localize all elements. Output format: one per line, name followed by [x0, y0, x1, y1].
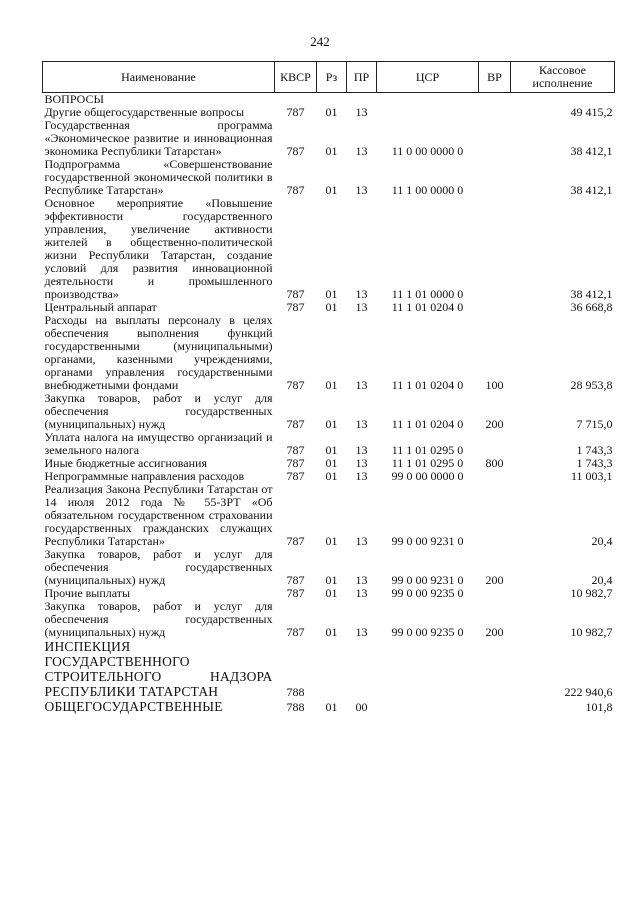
cell-amount: 38 412,1: [570, 144, 613, 158]
cell-name: Реализация Закона Республики Татарстан от 14 июля 2012 года № 55-ЗРТ «Об обязательном государственном страховании государственных гражданских служащих Республики Татарстан»: [44, 482, 273, 548]
cell-name: Уплата налога на имущество организаций и земельного налога: [44, 430, 273, 457]
cell-pr: 13: [355, 586, 368, 600]
cell-pr: 13: [355, 300, 368, 314]
cell-csr: 11 1 01 0000 0: [391, 287, 464, 301]
cell-kvsr: 787: [286, 625, 305, 639]
cell-rz: 01: [325, 378, 338, 392]
cell-pr: 13: [355, 573, 368, 587]
cell-kvsr: 787: [286, 573, 305, 587]
header-vr: ВР: [479, 62, 511, 93]
cell-vr: [479, 483, 511, 548]
cell-vr: 200: [485, 417, 504, 431]
cell-csr: [377, 93, 479, 107]
cell-rz: 01: [325, 443, 338, 457]
cell-amount: 1 743,3: [576, 443, 613, 457]
cell-name: Прочие выплаты: [44, 586, 131, 600]
cell-name: Расходы на выплаты персоналу в целях обеспечения выполнения функций государственными (муниципальными) органами, казенными учреждениями, органами управления государственными внебюджетными фондами: [44, 313, 273, 392]
cell-csr: 11 1 01 0204 0: [391, 378, 464, 392]
cell-vr: 800: [485, 456, 504, 470]
cell-csr: [377, 106, 479, 119]
cell-vr: [479, 587, 511, 600]
cell-name: Подпрограмма «Совершенствование государственной экономической политики в Республике Татарстан»: [44, 157, 273, 197]
cell-amount: 38 412,1: [570, 183, 613, 197]
cell-name: Другие общегосударственные вопросы: [44, 105, 245, 119]
cell-amount: 222 940,6: [564, 685, 613, 699]
cell-pr: 13: [355, 105, 368, 119]
cell-amount: 28 953,8: [570, 378, 613, 392]
cell-kvsr: 787: [286, 443, 305, 457]
cell-rz: [317, 93, 347, 107]
cell-kvsr: 787: [286, 417, 305, 431]
cell-csr: 11 0 00 0000 0: [391, 144, 464, 158]
cell-name: Основное мероприятие «Повышение эффективности государственного управления, увеличение активности жителей в общественно-политической жизни Республики Татарстан, создание условий для развития инновационной деятельности и промышленного производства»: [44, 196, 273, 301]
table-body: [43, 93, 615, 715]
cell-amount: 11 003,1: [570, 469, 613, 483]
cell-name: ВОПРОСЫ: [44, 92, 104, 106]
cell-csr: 99 0 00 9235 0: [391, 586, 464, 600]
table-row: [43, 119, 615, 158]
cell-vr: 200: [485, 573, 504, 587]
cell-name: Закупка товаров, работ и услуг для обеспечения государственных (муниципальных) нужд: [44, 547, 273, 587]
cell-csr: 99 0 00 9235 0: [391, 625, 464, 639]
cell-vr: 100: [485, 378, 504, 392]
cell-kvsr: 787: [286, 586, 305, 600]
cell-rz: 01: [325, 183, 338, 197]
cell-vr: [479, 158, 511, 197]
cell-csr: 11 1 01 0204 0: [391, 417, 464, 431]
cell-kvsr: 788: [286, 700, 305, 714]
table-row: [43, 431, 615, 457]
cell-kvsr: 787: [286, 287, 305, 301]
cell-kvsr: 787: [286, 378, 305, 392]
cell-pr: 13: [355, 443, 368, 457]
cell-name: ОБЩЕГОСУДАРСТВЕННЫЕ: [44, 699, 223, 714]
cell-amount: 38 412,1: [570, 287, 613, 301]
table-row: [43, 314, 615, 392]
header-rz: Рз: [317, 62, 347, 93]
cell-vr: [479, 431, 511, 457]
cell-vr: [479, 470, 511, 483]
cell-pr: 13: [355, 287, 368, 301]
cell-pr: 13: [355, 183, 368, 197]
table-row: [43, 699, 615, 714]
cell-pr: 13: [355, 469, 368, 483]
cell-vr: [479, 93, 511, 107]
cell-rz: 01: [325, 417, 338, 431]
cell-kvsr: 787: [286, 469, 305, 483]
cell-rz: 01: [325, 144, 338, 158]
header-amount: Кассовое исполнение: [511, 62, 615, 93]
cell-pr: [347, 639, 377, 699]
cell-csr: 99 0 00 9231 0: [391, 573, 464, 587]
cell-amount: 10 982,7: [570, 625, 613, 639]
cell-amount: 101,8: [585, 700, 613, 714]
cell-pr: [347, 93, 377, 107]
table-header-row: [43, 62, 615, 93]
cell-rz: 01: [325, 105, 338, 119]
table-row: [43, 639, 615, 699]
cell-amount: 10 982,7: [570, 586, 613, 600]
cell-amount: [511, 93, 615, 107]
cell-rz: 01: [325, 700, 338, 714]
cell-amount: 20,4: [591, 573, 613, 587]
cell-name: Непрограммные направления расходов: [44, 469, 245, 483]
cell-rz: 01: [325, 586, 338, 600]
cell-rz: 01: [325, 456, 338, 470]
cell-csr: 99 0 00 9231 0: [391, 534, 464, 548]
cell-kvsr: 787: [286, 105, 305, 119]
cell-amount: 36 668,8: [570, 300, 613, 314]
table-row: [43, 93, 615, 107]
cell-pr: 13: [355, 625, 368, 639]
cell-rz: [317, 639, 347, 699]
cell-amount: 7 715,0: [576, 417, 613, 431]
cell-csr: 11 1 01 0295 0: [391, 443, 464, 457]
cell-rz: 01: [325, 625, 338, 639]
table-row: [43, 197, 615, 301]
cell-csr: 11 1 01 0295 0: [391, 456, 464, 470]
cell-csr: 99 0 00 0000 0: [391, 469, 464, 483]
cell-vr: 200: [485, 625, 504, 639]
cell-csr: 11 1 01 0204 0: [391, 300, 464, 314]
header-pr: ПР: [347, 62, 377, 93]
cell-vr: [479, 197, 511, 301]
cell-kvsr: 787: [286, 144, 305, 158]
header-name: Наименование: [43, 62, 275, 93]
cell-pr: 00: [355, 700, 368, 714]
cell-vr: [479, 106, 511, 119]
cell-pr: 13: [355, 144, 368, 158]
cell-name: ИНСПЕКЦИЯ ГОСУДАРСТВЕННОГО СТРОИТЕЛЬНОГО НАДЗОРА РЕСПУБЛИКИ ТАТАРСТАН: [44, 639, 273, 699]
table-row: [43, 548, 615, 587]
table-row: [43, 392, 615, 431]
cell-kvsr: 787: [286, 456, 305, 470]
cell-name: Иные бюджетные ассигнования: [44, 456, 207, 470]
cell-rz: 01: [325, 534, 338, 548]
cell-csr: [377, 699, 479, 714]
cell-pr: 13: [355, 456, 368, 470]
cell-kvsr: [275, 93, 317, 107]
cell-name: Центральный аппарат: [44, 300, 157, 314]
table-row: [43, 483, 615, 548]
page-number: 242: [310, 34, 330, 49]
cell-amount: 49 415,2: [570, 105, 613, 119]
cell-kvsr: 787: [286, 534, 305, 548]
cell-amount: 1 743,3: [576, 456, 613, 470]
budget-table: [42, 61, 615, 714]
table-row: [43, 158, 615, 197]
cell-amount: 20,4: [591, 534, 613, 548]
header-csr: ЦСР: [377, 62, 479, 93]
cell-pr: 13: [355, 378, 368, 392]
cell-name: Государственная программа «Экономическое развитие и инновационная экономика Республики Татарстан»: [44, 118, 273, 158]
cell-rz: 01: [325, 573, 338, 587]
cell-name: Закупка товаров, работ и услуг для обеспечения государственных (муниципальных) нужд: [44, 391, 273, 431]
cell-vr: [479, 119, 511, 158]
cell-vr: [479, 301, 511, 314]
cell-pr: 13: [355, 417, 368, 431]
cell-kvsr: 788: [286, 685, 305, 699]
cell-rz: 01: [325, 287, 338, 301]
header-kvsr: КВСР: [275, 62, 317, 93]
cell-csr: [377, 639, 479, 699]
cell-rz: 01: [325, 469, 338, 483]
cell-kvsr: 787: [286, 300, 305, 314]
cell-csr: 11 1 00 0000 0: [391, 183, 464, 197]
table-row: [43, 600, 615, 639]
cell-rz: 01: [325, 300, 338, 314]
cell-pr: 13: [355, 534, 368, 548]
cell-vr: [479, 639, 511, 699]
cell-vr: [479, 699, 511, 714]
cell-name: Закупка товаров, работ и услуг для обеспечения государственных (муниципальных) нужд: [44, 599, 273, 639]
cell-kvsr: 787: [286, 183, 305, 197]
